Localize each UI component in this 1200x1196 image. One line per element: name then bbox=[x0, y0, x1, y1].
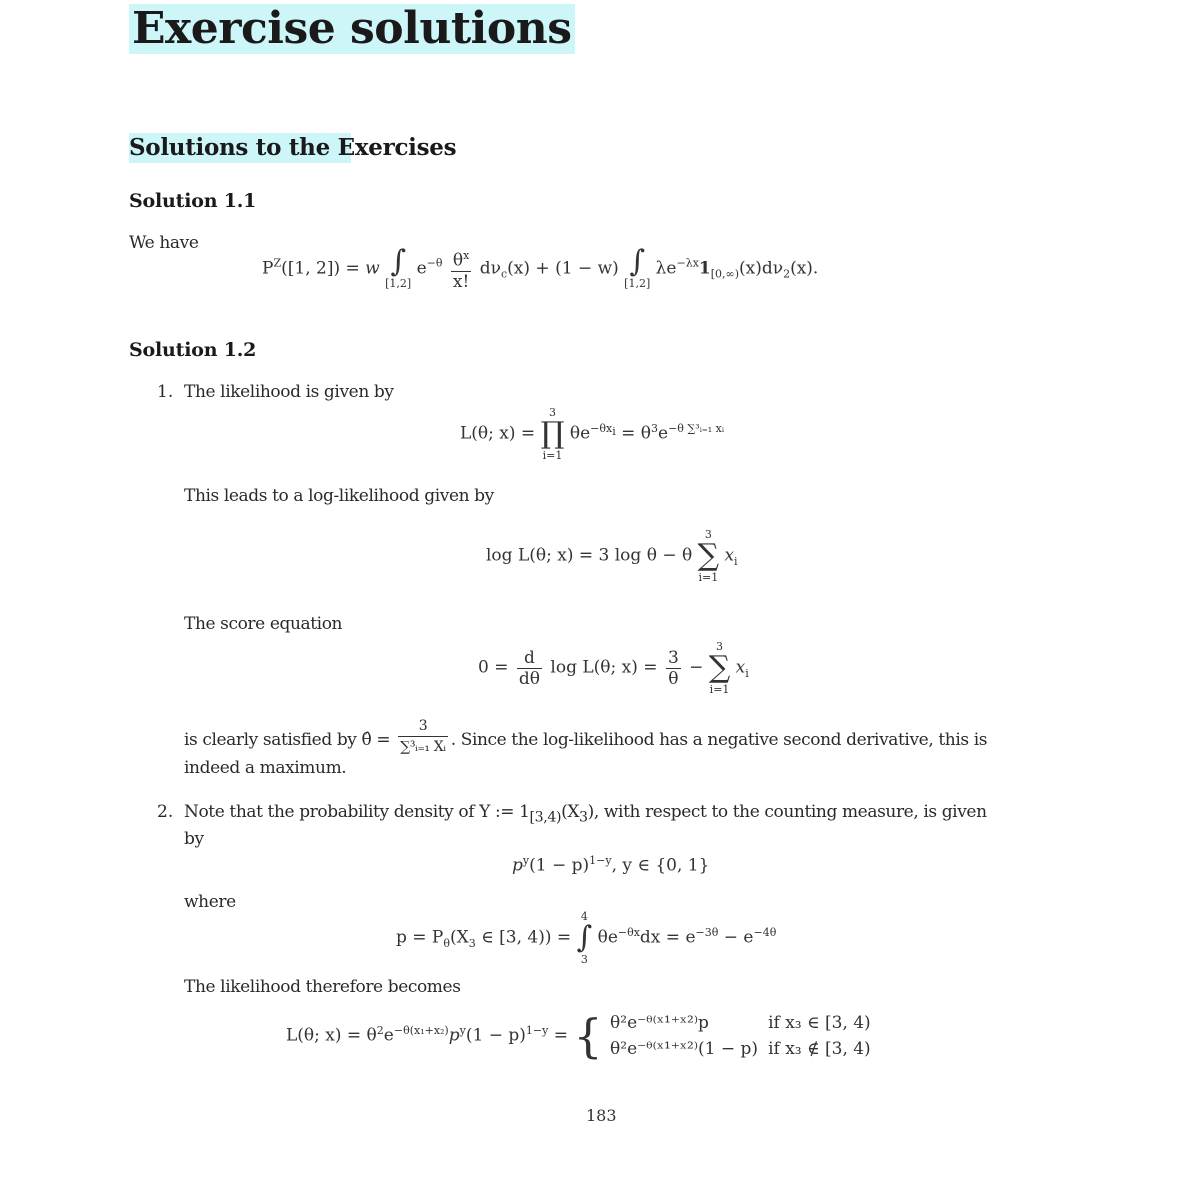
section-title: Solutions to the Exercises bbox=[129, 134, 457, 161]
equation-final-likelihood: L(θ; $x) = \theta^2e^{-\theta(x_1+x_2)}p^y(1 - p)^{1-y}$ = { θ²e⁻ᶿ⁽ˣ¹⁺ˣ²⁾p if x₃ ∈ [3, 4) θ²e⁻ᶿ⁽ˣ¹⁺ˣ²⁾(1 − p) if x₃ ∉ [3, 4) bbox=[286, 1010, 879, 1062]
score-intro: The score equation bbox=[184, 614, 343, 634]
equation-p: $p = P_\theta(X_3$ ∈ [3, 4)) = 4 ∫ 3 $\theta e^{-\theta x}dx = e^{-3\theta} - e^{-4\theta}$ bbox=[396, 910, 777, 966]
cases-block bbox=[608, 1010, 879, 1062]
density-intro-cont: by bbox=[184, 829, 204, 849]
solution-1-2-heading: Solution 1.2 bbox=[129, 339, 257, 361]
equation-pz: $P^Z([1$, 2]) = w ∫ [1,2] $e^{-\theta}$ $\frac{\theta^x}{x!}$ $d\nu_c(x) + (1 - w)$ ∫ [1,2] $\lambda e^{-\lambda x}1_{[0,\infty)}(x)d\nu_2(x)$. bbox=[262, 244, 819, 292]
equation-loglik: log L(θ; x) = 3 log θ − θ 3 ∑ i=1 $x_i$ bbox=[486, 528, 738, 584]
equation-density: $p^y(1 - p)^{1-y}$, y ∈ {0, 1} bbox=[512, 854, 710, 876]
likelihood-final-intro: The likelihood therefore becomes bbox=[184, 977, 461, 997]
solution-1-1-intro: We have bbox=[129, 233, 199, 253]
where-label: where bbox=[184, 892, 236, 912]
mle-statement: is clearly satisfied by θ̂ = $\frac{3}{\text{∑³ᵢ₌₁ Xᵢ}}$ . Since the log-likelihood has a negative second derivative, this is bbox=[184, 718, 988, 755]
case-condition: if x₃ ∈ [3, 4) bbox=[768, 1013, 871, 1033]
page-title: Exercise solutions bbox=[129, 4, 575, 54]
equation-score: 0 = $\frac{d}{d\theta}$ log L(θ; x) = $\frac{3}{\theta}$ − 3 ∑ i=1 $x_i$ bbox=[478, 640, 749, 696]
case-expression: θ²e⁻ᶿ⁽ˣ¹⁺ˣ²⁾(1 − p) bbox=[610, 1039, 759, 1059]
solution-1-1-heading: Solution 1.1 bbox=[129, 190, 257, 212]
equation-likelihood: L(θ; x) = 3 ∏ i=1 $\theta e^{-\theta x_i} = \theta^3e^{-\theta \sum^3ᵢ_{=1} xᵢ}$ bbox=[460, 406, 725, 462]
page-number: 183 bbox=[586, 1106, 617, 1125]
loglik-intro: This leads to a log-likelihood given by bbox=[184, 486, 494, 506]
mle-statement-cont: indeed a maximum. bbox=[184, 758, 347, 778]
list-item-number: 2. bbox=[157, 802, 174, 822]
likelihood-intro: The likelihood is given by bbox=[184, 382, 394, 402]
density-intro: Note that the probability density of Y := $1_{[3,4)}(X_3)$, with respect to the counting measure, is given bbox=[184, 802, 987, 826]
left-brace-icon: { bbox=[573, 1009, 603, 1063]
case-expression: θ²e⁻ᶿ⁽ˣ¹⁺ˣ²⁾p bbox=[610, 1013, 709, 1033]
list-item-number: 1. bbox=[157, 382, 174, 402]
case-condition: if x₃ ∉ [3, 4) bbox=[768, 1039, 871, 1059]
